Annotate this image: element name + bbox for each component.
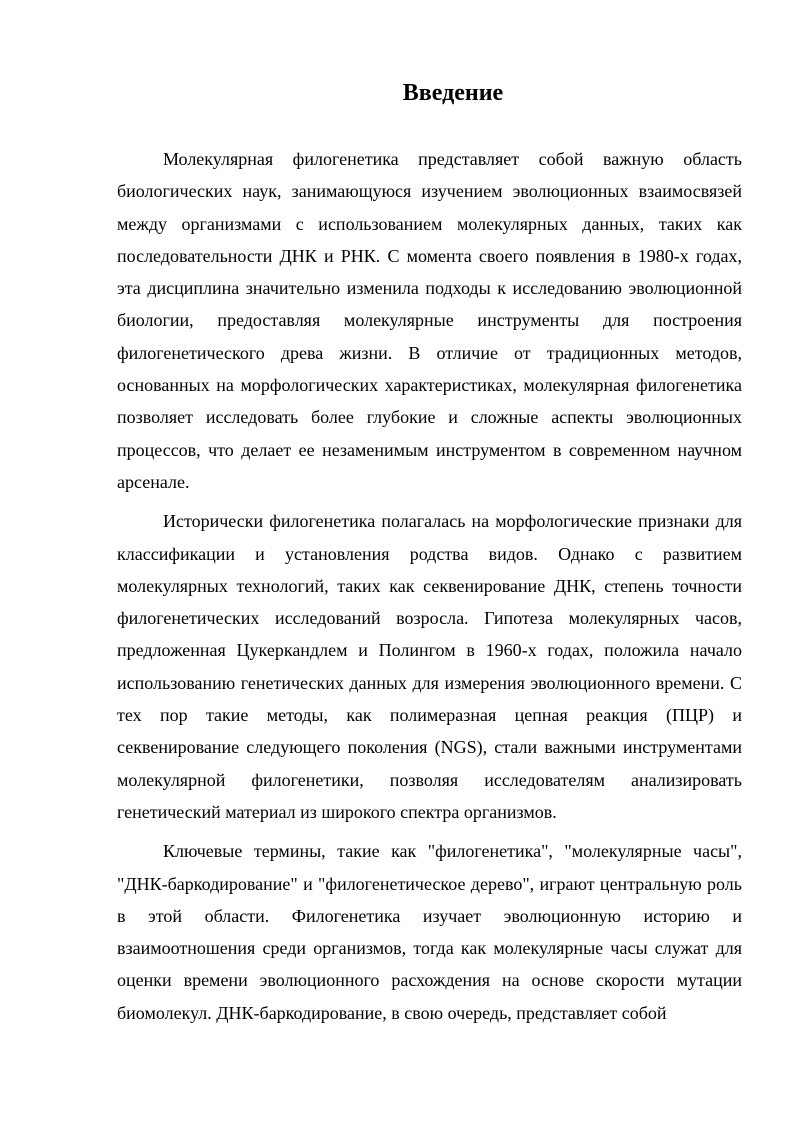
paragraph-2: Исторически филогенетика полагалась на морфологические признаки для классификации и установления родства видов. Однако с развитием молекулярных технологий, таких как секвенирование ДНК, степень точности филогенетических исследований возросла. Гипотеза молекулярных часов, предложенная Цукеркандлем и Полингом в 1960-х годах, положила начало использованию генетических данных для измерения эволюционного времени. С тех пор такие методы, как полимеразная цепная реакция (ПЦР) и секвенирование следующего поколения (NGS), стали важными инструментами молекулярной филогенетики, позволяя исследователям анализировать генетический материал из широкого спектра организмов.	[117, 511, 742, 822]
document-body	[117, 143, 742, 1036]
page-title: Введение	[402, 80, 504, 106]
paragraph-3: Ключевые термины, такие как "филогенетика", "молекулярные часы", "ДНК-баркодирование" и "филогенетическое дерево", играют центральную роль в этой области. Филогенетика изучает эволюционную историю и взаимоотношения среди организмов, тогда как молекулярные часы служат для оценки времени эволюционного расхождения на основе скорости мутации биомолекул. ДНК-баркодирование, в свою очередь, представляет собой	[117, 841, 742, 1023]
paragraph-1: Молекулярная филогенетика представляет собой важную область биологических наук, занимающуюся изучением эволюционных взаимосвязей между организмами с использованием молекулярных данных, таких как последовательности ДНК и РНК. С момента своего появления в 1980-х годах, эта дисциплина значительно изменила подходы к исследованию эволюционной биологии, предоставляя молекулярные инструменты для построения филогенетического древа жизни. В отличие от традиционных методов, основанных на морфологических характеристиках, молекулярная филогенетика позволяет исследовать более глубокие и сложные аспекты эволюционных процессов, что делает ее незаменимым инструментом в современном научном арсенале.	[117, 149, 742, 492]
